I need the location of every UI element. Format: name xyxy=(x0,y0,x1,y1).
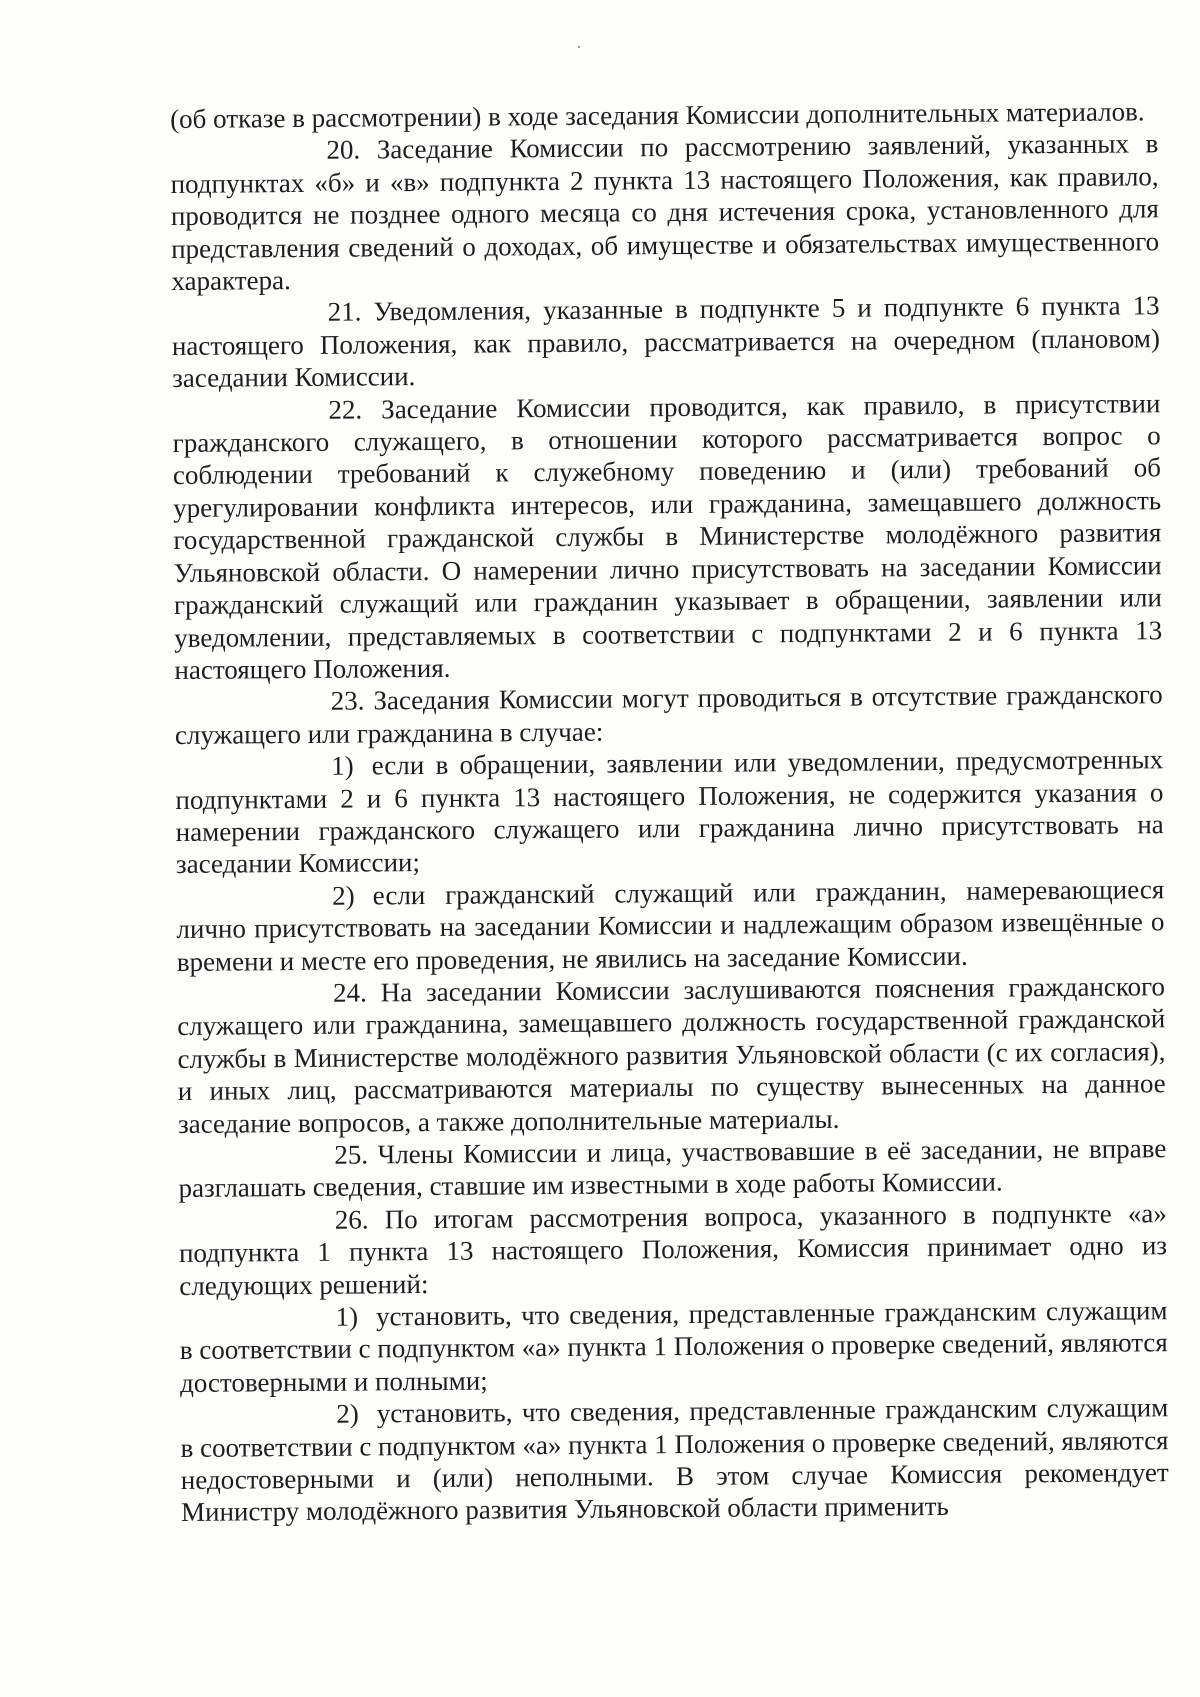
list-item-text: установить, что сведения, представленные гражданским служащим в соответствии с подпунктом «а» пункта 1 Положения о проверке сведений, являются достоверными и полными; xyxy=(179,1295,1168,1398)
paragraph-number: 22. xyxy=(328,394,363,425)
paragraph-number: 26. xyxy=(334,1204,369,1235)
list-item-number: 2) xyxy=(336,1398,359,1429)
paragraph-text: Заседания Комиссии могут проводиться в отсутствие гражданского служащего или гражданина в случае: xyxy=(174,679,1163,750)
paragraph-26-item-2 xyxy=(180,1391,1169,1528)
paragraph-text: Заседание Комиссии проводится, как правило, в присутствии гражданского служащего, в отношении которого рассматривается вопрос о соблюдении требований к служебному поведению и (или) требований об урегулировании конфликта интересов, или гражданина, замещавшего должность государственной гражданской службы в Министерстве молодёжного развития Ульяновской области. О намерении лично присутствовать на заседании Комиссии гражданский служащий или гражданин указывает в обращении, заявлении или уведомлении, представляемых в соответствии с подпунктами 2 и 6 пункта 13 настоящего Положения. xyxy=(172,387,1163,685)
paragraph-text: Члены Комиссии и лица, участвовавшие в её заседании, не вправе разглашать сведения, ставшие им известными в ходе работы Комиссии. xyxy=(178,1133,1167,1204)
list-item-number: 1) xyxy=(331,750,354,781)
paragraph-number: 23. xyxy=(330,685,365,717)
paragraph-text: На заседании Комиссии заслушиваются пояснения гражданского служащего или гражданина, замещавшего должность государственной гражданской службы в Министерстве молодёжного развития Ульяновской области (с их согласия), и иных лиц, рассматриваются материалы по существу вынесенных на данное заседание вопросов, а также дополнительные материалы. xyxy=(177,971,1166,1139)
paragraph-26 xyxy=(179,1197,1168,1302)
paragraph-number: 25. xyxy=(334,1139,369,1170)
paragraph-number: 21. xyxy=(327,296,362,328)
paragraph-24 xyxy=(177,970,1166,1140)
paragraph-23-item-2 xyxy=(176,873,1165,978)
list-item-text: установить, что сведения, представленные гражданским служащим в соответствии с подпунктом «а» пункта 1 Положения о проверке сведений, являются недостоверными и (или) неполными. В этом случае Комиссия рекомендует Министру молодёжного развития Ульяновской области применить xyxy=(180,1392,1169,1528)
paragraph-20 xyxy=(170,128,1159,298)
paragraph-22 xyxy=(172,387,1162,686)
paragraph-26-item-1 xyxy=(179,1294,1168,1399)
list-item-number: 2) xyxy=(332,880,355,911)
paragraph-23-item-1 xyxy=(175,743,1164,880)
list-item-text: если в обращении, заявлении или уведомлении, предусмотренных подпунктами 2 и 6 пункта 13 настоящего Положения, не содержится указания о намерении гражданского служащего или гражданина лично присутствовать на заседании Комиссии; xyxy=(175,744,1164,880)
scan-speck xyxy=(578,46,580,48)
paragraph-25 xyxy=(178,1132,1166,1205)
paragraph-text: По итогам рассмотрения вопроса, указанного в подпункте «а» подпункта 1 пункта 13 настоящего Положения, Комиссия принимает одно из следующих решений: xyxy=(178,1198,1168,1301)
paragraph-text: (об отказе в рассмотрении) в ходе заседания Комиссии дополнительных материалов. xyxy=(170,96,1145,134)
paragraph-number: 24. xyxy=(332,977,367,1008)
paragraph-text: Заседание Комиссии по рассмотрению заявлений, указанных в подпунктах «б» и «в» подпункта 2 пункта 13 настоящего Положения, как правило, проводится не позднее одного месяца со дня истечения срока, установленного для представления сведений о доходах, об имуществе и обязательствах имущественного характера. xyxy=(170,128,1160,297)
list-item-number: 1) xyxy=(335,1301,359,1332)
document-body xyxy=(170,95,1169,1529)
paragraph-21 xyxy=(172,290,1161,395)
paragraph-number: 20. xyxy=(326,134,361,166)
list-item-text: если гражданский служащий или гражданин, намеревающиеся лично присутствовать на заседании Комиссии и надлежащим образом извещённые о времени и месте его проведения, не явились на заседание Комиссии. xyxy=(176,873,1165,977)
paragraph-text: Уведомления, указанные в подпункте 5 и подпункте 6 пункта 13 настоящего Положения, как правило, рассматривается на очередном (плановом) заседании Комиссии. xyxy=(171,290,1160,394)
paragraph-23 xyxy=(175,679,1163,752)
